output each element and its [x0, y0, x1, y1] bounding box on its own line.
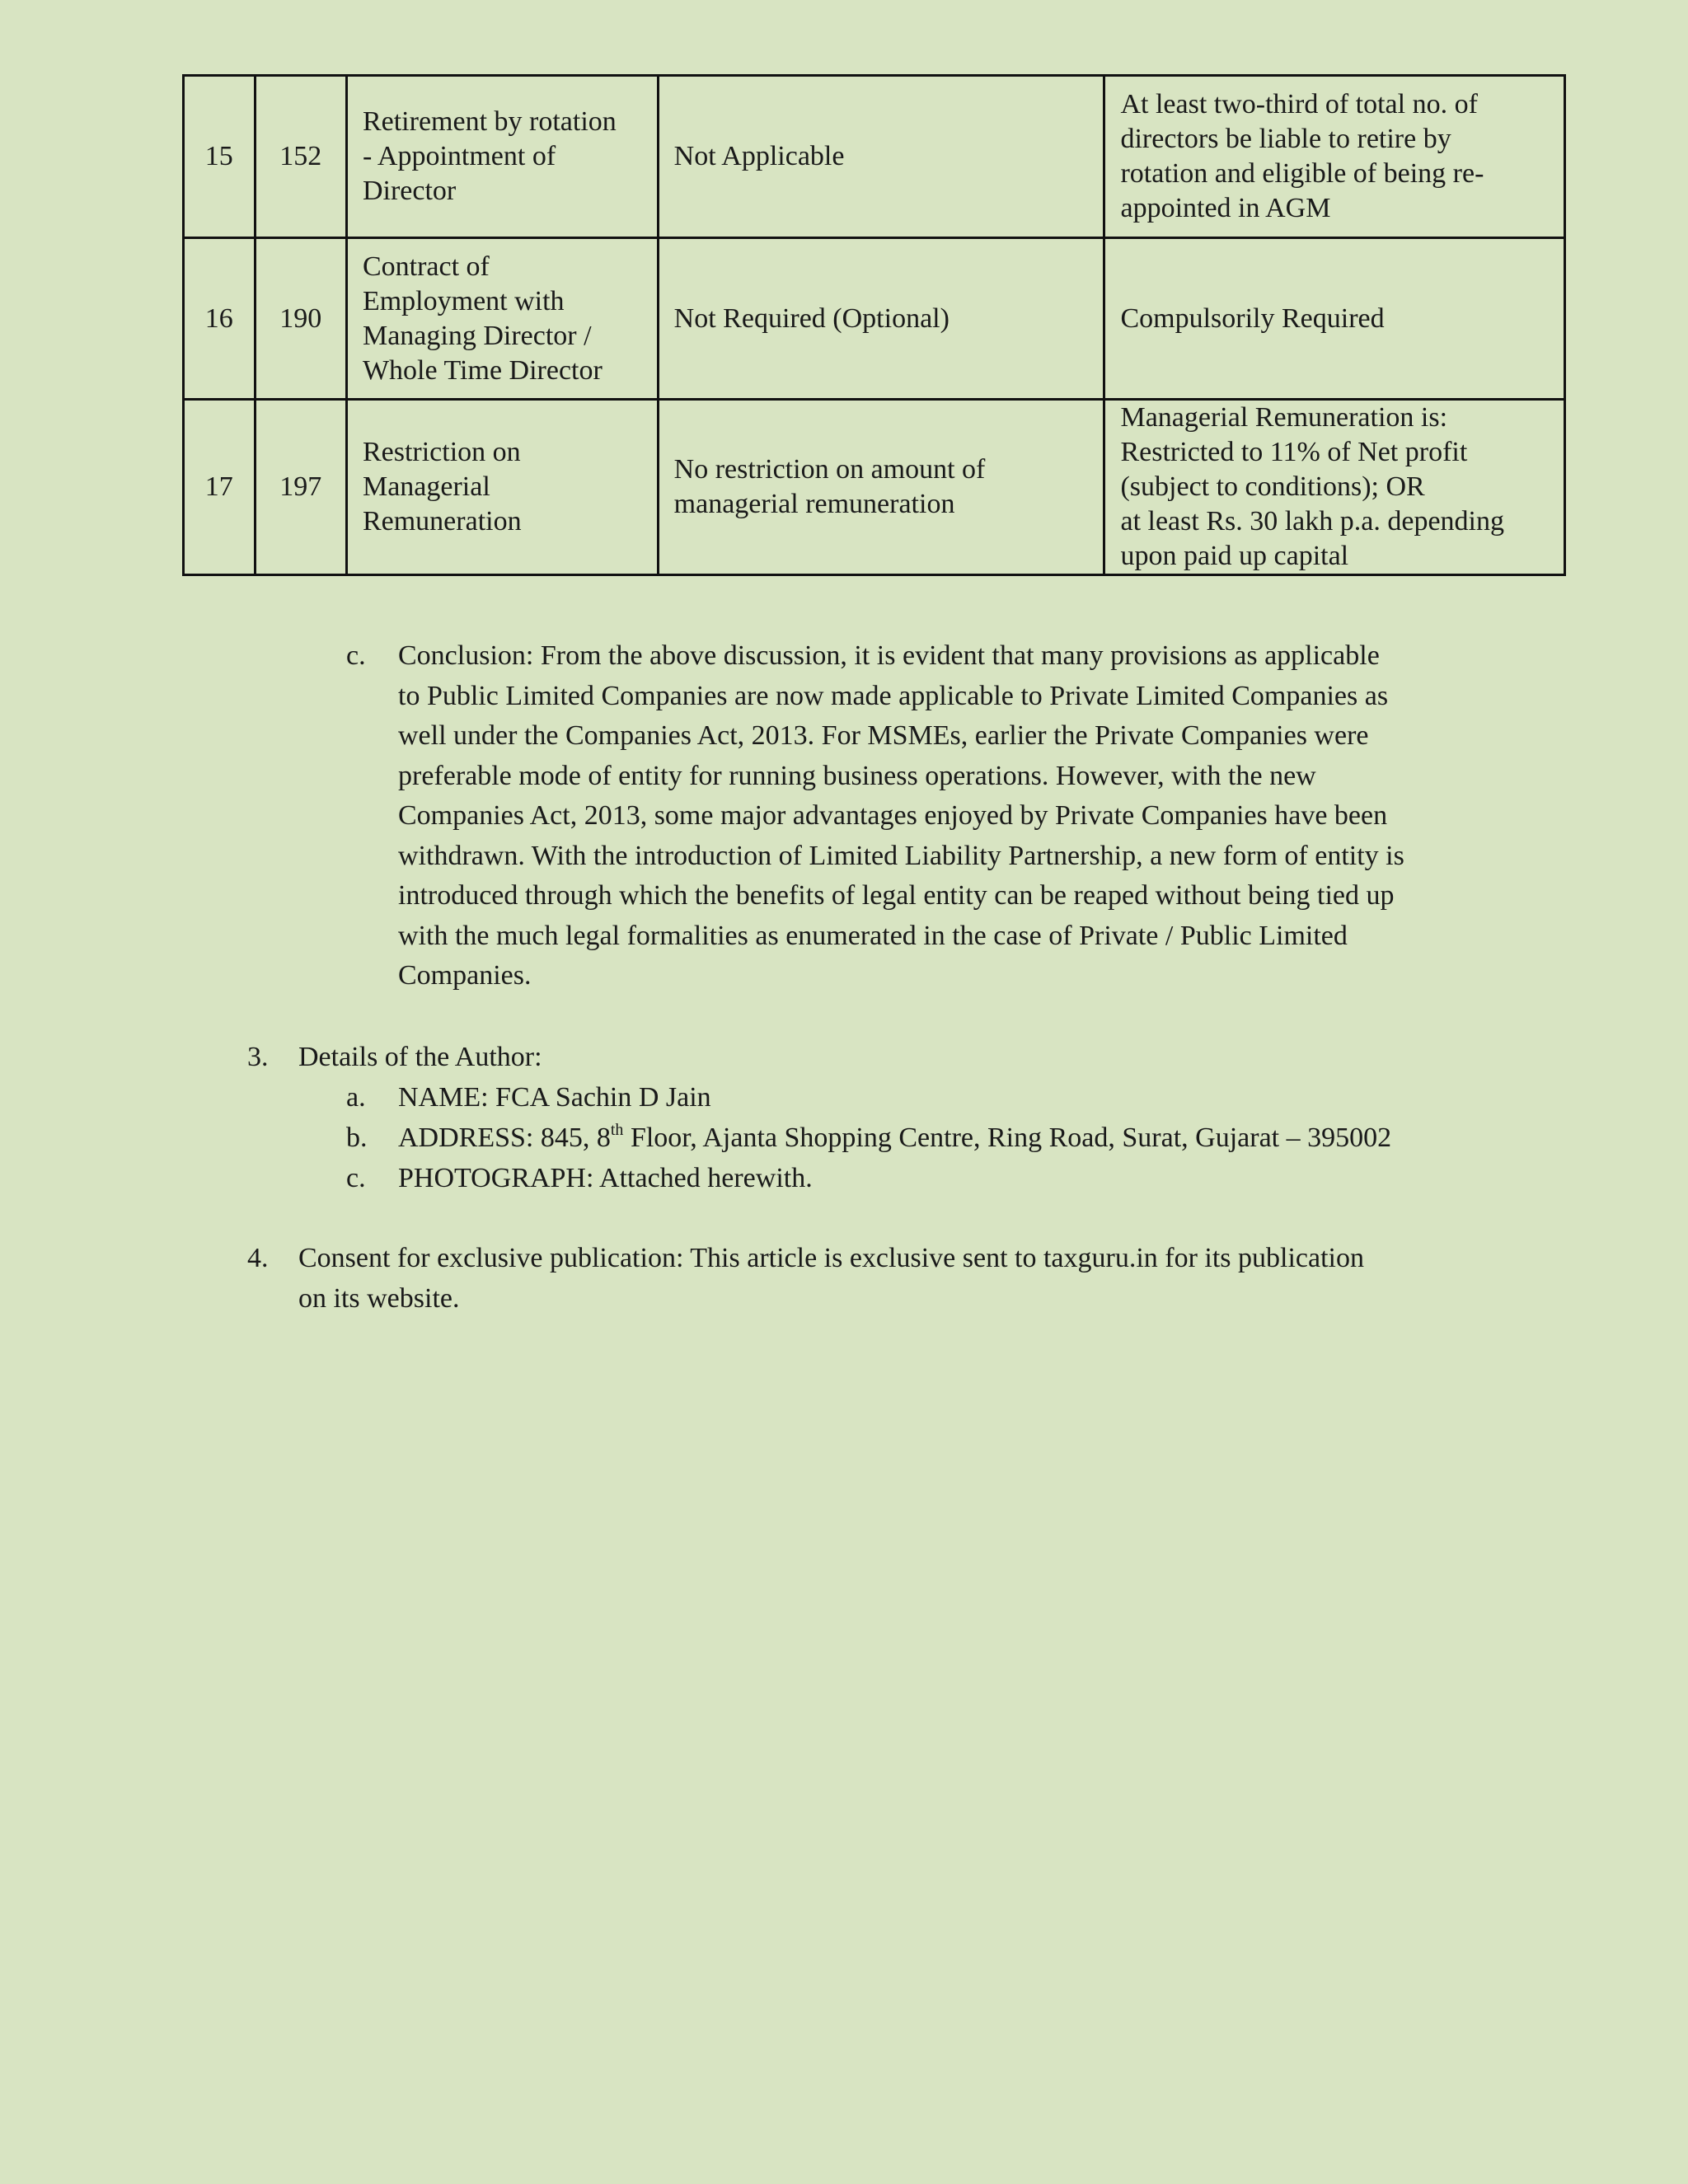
list-marker: c. [346, 640, 366, 671]
cell-line: - Appointment of [362, 141, 556, 171]
cell-section-number: 190 [255, 238, 346, 400]
text-line: preferable mode of entity for running business operations. However, with the new [398, 760, 1316, 791]
cell-provision [346, 238, 658, 400]
cell-section-number: 197 [255, 400, 346, 575]
author-photo-note: PHOTOGRAPH: Attached herewith. [398, 1163, 813, 1193]
text-line: Companies. [398, 960, 532, 991]
cell-line: Not Applicable [673, 141, 845, 171]
text-line: Companies Act, 2013, some major advantages enjoyed by Private Companies have been [398, 800, 1388, 831]
table-row [184, 400, 1565, 575]
cell-line: (subject to conditions); OR [1120, 471, 1425, 502]
table-row [184, 238, 1565, 400]
table-row [184, 76, 1565, 238]
cell-line: at least Rs. 30 lakh p.a. depending [1120, 506, 1504, 537]
cell-serial-number: 17 [184, 400, 256, 575]
text-line: well under the Companies Act, 2013. For MSMEs, earlier the Private Companies were [398, 720, 1369, 751]
cell-line: Retirement by rotation [362, 106, 617, 137]
list-marker: c. [346, 1163, 366, 1193]
section-number: 4. [247, 1243, 269, 1273]
cell-line: At least two-third of total no. of [1120, 89, 1478, 120]
cell-provision [346, 76, 658, 238]
author-address [398, 1118, 1391, 1159]
list-marker: b. [346, 1122, 368, 1153]
cell-line: Whole Time Director [362, 354, 603, 386]
cell-line: Employment with [362, 285, 565, 316]
cell-line: Not Required (Optional) [673, 302, 950, 334]
cell-line: Managerial [362, 471, 490, 502]
cell-provision [346, 400, 658, 575]
cell-line: Managerial Remuneration is: [1120, 402, 1448, 433]
consent-line: Consent for exclusive publication: This article is exclusive sent to taxguru.in for its publication [298, 1243, 1364, 1273]
text-line: introduced through which the benefits of legal entity can be reaped without being tied up [398, 880, 1395, 911]
cell-line: rotation and eligible of being re- [1120, 158, 1484, 189]
comparison-table [182, 74, 1566, 576]
cell-line: Director [362, 176, 457, 206]
cell-section-number: 152 [255, 76, 346, 238]
cell-line: managerial remuneration [673, 489, 955, 519]
section-number: 3. [247, 1042, 269, 1072]
text-line: withdrawn. With the introduction of Limited Liability Partnership, a new form of entity is [398, 840, 1404, 871]
cell-serial-number: 15 [184, 76, 256, 238]
text-line: to Public Limited Companies are now made applicable to Private Limited Companies as [398, 680, 1389, 711]
cell-serial-number: 16 [184, 238, 256, 400]
text-line: Conclusion: From the above discussion, it is evident that many provisions as applicable [398, 640, 1380, 671]
cell-public-company [1104, 400, 1565, 575]
cell-public-company [1104, 238, 1565, 400]
cell-line: Restricted to 11% of Net profit [1120, 437, 1468, 467]
conclusion-text [398, 636, 1503, 996]
cell-line: Compulsorily Required [1120, 302, 1385, 334]
cell-public-company [1104, 76, 1565, 238]
cell-line: Managing Director / [362, 320, 592, 351]
cell-line: directors be liable to retire by [1120, 124, 1451, 154]
text-line: with the much legal formalities as enumerated in the case of Private / Public Limited [398, 920, 1348, 951]
cell-line: Restriction on [362, 437, 521, 467]
ordinal-suffix: th [610, 1121, 624, 1139]
cell-private-company [658, 76, 1104, 238]
list-marker: a. [346, 1082, 366, 1113]
author-name: NAME: FCA Sachin D Jain [398, 1082, 711, 1113]
consent-line: on its website. [298, 1283, 460, 1314]
cell-line: No restriction on amount of [673, 454, 986, 485]
cell-line: Contract of [362, 251, 490, 282]
cell-private-company [658, 238, 1104, 400]
cell-private-company [658, 400, 1104, 575]
cell-line: Remuneration [362, 506, 522, 537]
cell-line: upon paid up capital [1120, 541, 1349, 571]
cell-line: appointed in AGM [1120, 193, 1331, 223]
address-part: ADDRESS: 845, 8 [398, 1122, 611, 1153]
address-part: Floor, Ajanta Shopping Centre, Ring Road, Surat, Gujarat – 395002 [623, 1122, 1392, 1153]
section-title: Details of the Author: [298, 1042, 542, 1072]
